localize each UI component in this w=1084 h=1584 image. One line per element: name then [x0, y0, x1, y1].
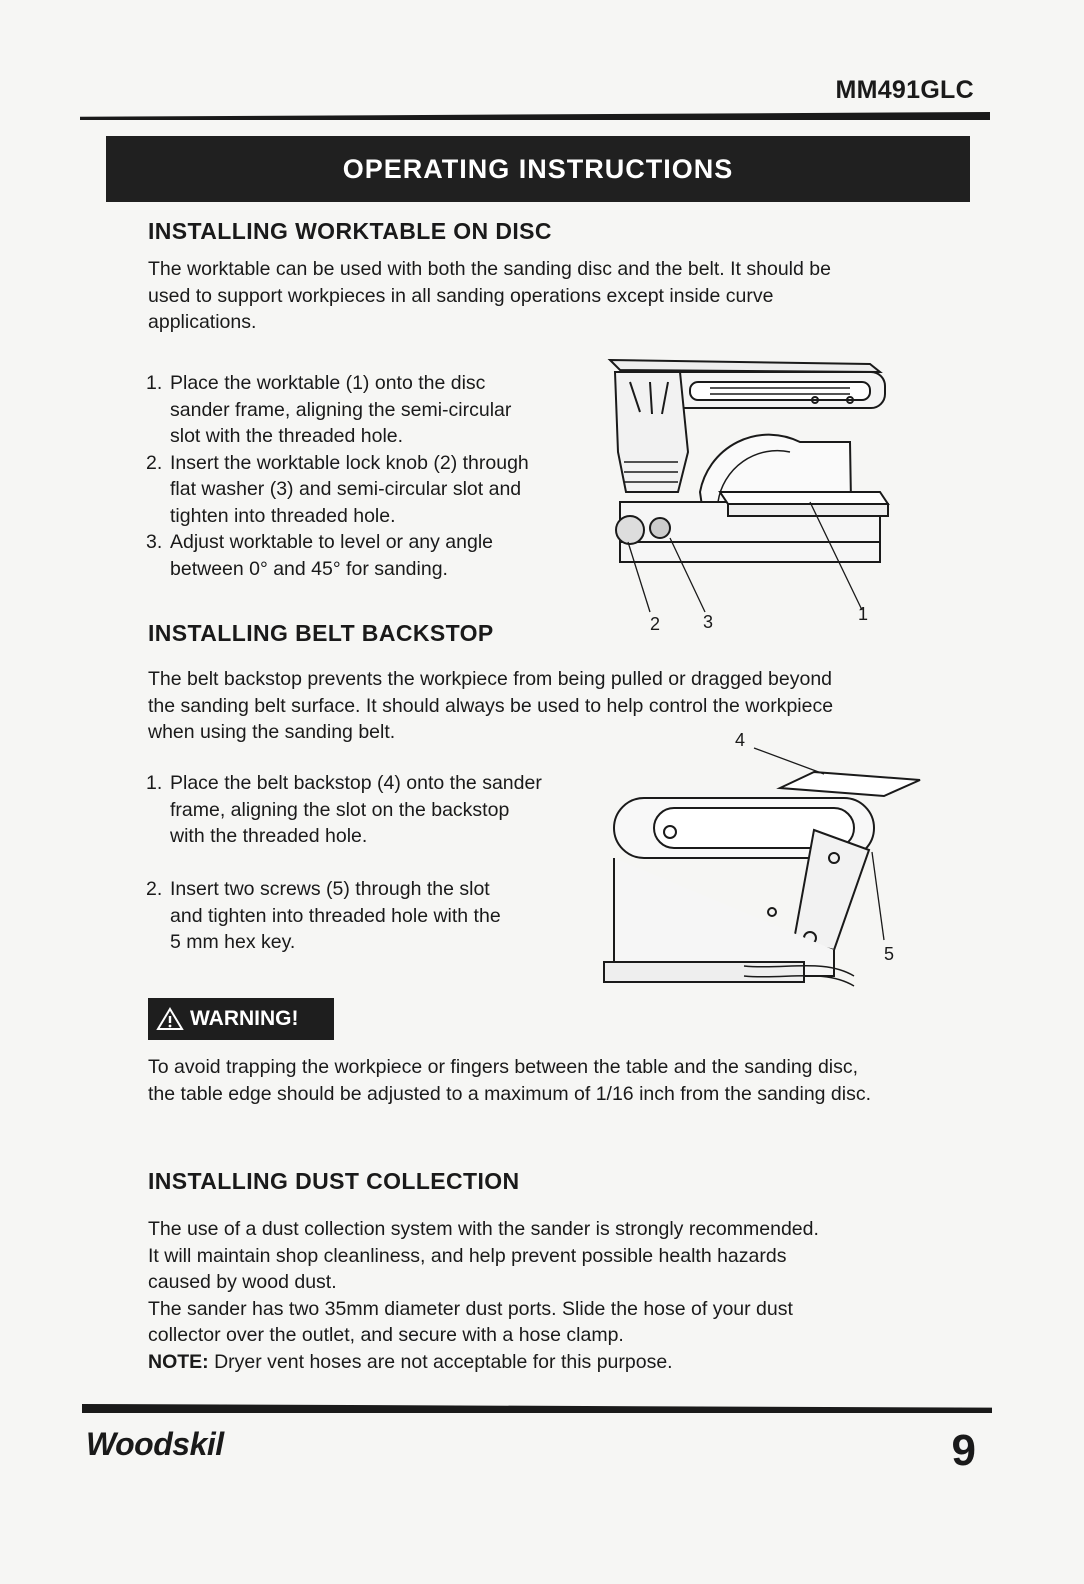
- step-line: with the threaded hole.: [170, 825, 368, 847]
- section-banner: [106, 136, 970, 202]
- warning-triangle-icon: [156, 1007, 184, 1031]
- intro-line: The belt backstop prevents the workpiece from being pulled or dragged beyond: [148, 668, 833, 690]
- belt-backstop-illustration: [584, 740, 924, 1000]
- callout-4: 4: [735, 730, 746, 750]
- dust-line: The use of a dust collection system with the sander is strongly recommended.: [148, 1218, 819, 1240]
- step-line: Adjust worktable to level or any angle: [170, 531, 494, 553]
- step-line: sander frame, aligning the semi-circular: [170, 398, 512, 421]
- step-text: [170, 529, 493, 582]
- step-line: flat washer (3) and semi-circular slot and: [170, 478, 522, 500]
- step-text: [170, 450, 529, 530]
- brand-logo: Woodskil: [86, 1426, 224, 1462]
- step-line: slot with the threaded hole.: [170, 425, 404, 447]
- dust-line: It will maintain shop cleanliness, and help prevent possible health hazards: [148, 1244, 787, 1267]
- dust-heading: INSTALLING DUST COLLECTION: [148, 1168, 520, 1194]
- worktable-heading: INSTALLING WORKTABLE ON DISC: [148, 218, 552, 244]
- step-item: [146, 450, 529, 530]
- step-text: [170, 770, 542, 850]
- step-text: [170, 876, 501, 956]
- model-number: MM491GLC: [835, 76, 974, 104]
- step-line: frame, aligning the slot on the backstop: [170, 798, 510, 821]
- step-item: [146, 770, 542, 850]
- page-number: 9: [951, 1426, 976, 1475]
- step-text: [170, 370, 511, 450]
- step-number: 2.: [146, 878, 163, 900]
- step-number: 1.: [146, 372, 163, 394]
- intro-line: applications.: [148, 311, 257, 333]
- step-number: 3.: [146, 531, 163, 553]
- step-line: and tighten into threaded hole with the: [170, 904, 501, 927]
- backstop-step-1: [146, 770, 542, 850]
- step-item: [146, 529, 529, 582]
- backstop-intro: [148, 666, 833, 746]
- header-rule: [80, 112, 990, 120]
- step-line: between 0° and 45° for sanding.: [170, 557, 448, 580]
- intro-line: The worktable can be used with both the sanding disc and the belt. It should be: [148, 258, 831, 280]
- dust-text: [148, 1216, 819, 1375]
- warning-line: To avoid trapping the workpiece or fingers between the table and the sanding disc,: [148, 1056, 859, 1078]
- worktable-intro: [148, 256, 831, 336]
- note-text: Dryer vent hoses are not acceptable for this purpose.: [208, 1350, 673, 1373]
- intro-line: the sanding belt surface. It should always be used to help control the workpiece: [148, 694, 834, 717]
- banner-title: OPERATING INSTRUCTIONS: [342, 153, 734, 184]
- warning-line: the table edge should be adjusted to a maximum of 1/16 inch from the sanding disc.: [148, 1082, 872, 1105]
- dust-line: caused by wood dust.: [148, 1271, 337, 1293]
- dust-line: collector over the outlet, and secure with a hose clamp.: [148, 1324, 624, 1346]
- step-item: [146, 876, 501, 956]
- backstop-step-2: [146, 876, 501, 956]
- step-line: tighten into threaded hole.: [170, 504, 396, 527]
- step-number: 2.: [146, 451, 163, 474]
- step-line: Insert the worktable lock knob (2) through: [170, 451, 529, 474]
- worktable-steps: [146, 370, 529, 582]
- step-number: 1.: [146, 772, 163, 794]
- warning-text: [148, 1054, 871, 1107]
- intro-line: when using the sanding belt.: [148, 721, 396, 743]
- warning-label: [148, 998, 334, 1040]
- intro-line: used to support workpieces in all sanding operations except inside curve: [148, 284, 774, 307]
- dust-line: The sander has two 35mm diameter dust ports. Slide the hose of your dust: [148, 1297, 793, 1320]
- backstop-heading: INSTALLING BELT BACKSTOP: [148, 620, 494, 646]
- disc-sander-illustration: [600, 352, 900, 632]
- footer-rule: [82, 1404, 992, 1413]
- step-line: Insert two screws (5) through the slot: [170, 878, 490, 900]
- step-line: 5 mm hex key.: [170, 931, 296, 953]
- callout-3: 3: [703, 612, 714, 632]
- step-line: Place the worktable (1) onto the disc: [170, 372, 486, 394]
- callout-1: 1: [858, 604, 869, 624]
- step-line: Place the belt backstop (4) onto the sander: [170, 772, 542, 794]
- note-label: NOTE:: [148, 1350, 209, 1373]
- warning-label-text: WARNING!: [190, 1007, 299, 1030]
- step-item: [146, 370, 529, 450]
- callout-2: 2: [650, 614, 661, 634]
- callout-5: 5: [884, 944, 895, 964]
